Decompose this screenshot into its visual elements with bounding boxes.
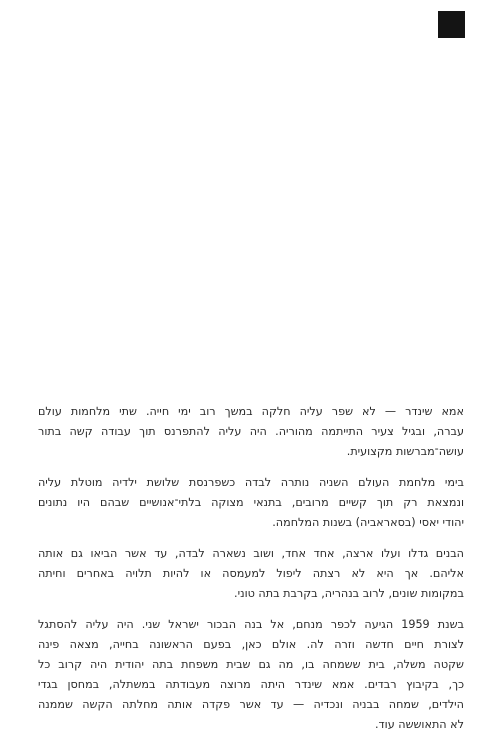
text-line: יהודי יאסי (בסאראביה) בשנות המלחמה. <box>272 516 464 529</box>
paragraph-3 <box>38 544 464 604</box>
text-line: במקומות שונים, לרוב בנהריה, בקרבת בתה טוני. <box>234 587 464 600</box>
text-line: לא התאוששה עוד. <box>374 718 464 731</box>
text-line: בשנת 1959 הגיעה לכפר מנחם, אל בנה הבכור ישראל שני. היה עליה להסתגל <box>38 618 464 631</box>
text-line: עברה, ובגיל צעיר התייתמה מהוריה. היה עליה להתפרנס תוך עבודה קשה בתור <box>38 425 464 438</box>
text-line: לצורת חיים חדשה וזרה לה. אולם כאן, בפעם הראשונה בחייה, מצאה פינה <box>38 638 464 651</box>
text-line: שקטה משלה, בית ששמחה בו, מה גם שבית משפחת בתה יהודית היה קרוב כל <box>38 658 464 671</box>
text-line: הילדים, שמחה בבניה ונכדיה — עד אשר פקדה אותה מחלתה הקשה שממנה <box>38 698 464 711</box>
text-line: עושה־מברשות מקצועית. <box>346 445 464 458</box>
corner-marker <box>438 11 465 38</box>
text-line: הבנים גדלו ועלו ארצה, אחד אחד, ושוב נשארה לבדה, עד אשר הביאו גם אותה <box>38 547 464 560</box>
paragraph-1 <box>38 402 464 462</box>
text-line: ונמצאת רק תוך קשיים מרובים, בתנאי מצוקה בלתי־אנושיים שבהם היו נתונים <box>38 496 464 509</box>
paragraph-2 <box>38 473 464 533</box>
text-line: בימי מלחמת העולם השניה נותרה לבדה כשפרנסת שלושת ילדיה מוטלת עליה <box>38 476 464 489</box>
text-line: אליהם. אך היא לא רצתה ליפול למעמסה או להיות תלויה באחרים וחיתה <box>38 567 464 580</box>
paragraph-4 <box>38 615 464 735</box>
text-line: אמא שינדר — לא שפר עליה חלקה במשך רוב ימי חייה. שתי מלחמות עולם <box>38 405 464 418</box>
memorial-text <box>38 402 464 746</box>
text-line: כך, בקיבוץ רבדים. אמא שינדר היתה מרוצה מעבודתה במשתלה, במחסן בגדי <box>38 678 464 691</box>
